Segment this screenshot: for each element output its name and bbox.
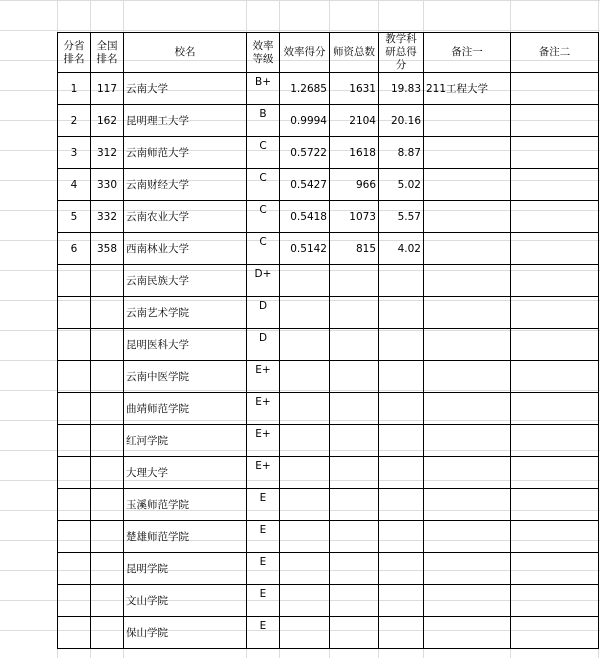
cell-note1[interactable]	[424, 425, 511, 457]
cell-school[interactable]: 文山学院	[124, 585, 247, 617]
header-note2[interactable]: 备注二	[511, 33, 599, 73]
table-row	[58, 297, 599, 329]
cell-faculty[interactable]: 2104	[330, 105, 379, 137]
cell-grade[interactable]: D	[247, 329, 280, 361]
cell-note2[interactable]	[511, 553, 599, 585]
cell-faculty[interactable]	[330, 521, 379, 553]
cell-nat-rank[interactable]: 332	[91, 201, 124, 233]
cell-school[interactable]: 大理大学	[124, 457, 247, 489]
cell-note2[interactable]	[511, 169, 599, 201]
table-row	[58, 105, 599, 137]
cell-nat-rank[interactable]	[91, 521, 124, 553]
gridline	[0, 30, 600, 31]
cell-nat-rank[interactable]	[91, 617, 124, 649]
cell-research[interactable]	[379, 361, 424, 393]
header-prov-rank[interactable]: 分省排名	[58, 33, 91, 73]
cell-faculty[interactable]: 1073	[330, 201, 379, 233]
cell-nat-rank[interactable]	[91, 329, 124, 361]
cell-faculty[interactable]: 815	[330, 233, 379, 265]
cell-faculty[interactable]: 966	[330, 169, 379, 201]
cell-note2[interactable]	[511, 489, 599, 521]
table-row	[58, 617, 599, 649]
cell-eff-score[interactable]	[280, 521, 330, 553]
cell-note1[interactable]	[424, 265, 511, 297]
cell-grade[interactable]: E+	[247, 457, 280, 489]
cell-prov-rank[interactable]: 1	[58, 73, 91, 105]
cell-note2[interactable]	[511, 617, 599, 649]
cell-research[interactable]	[379, 617, 424, 649]
cell-school[interactable]: 曲靖师范学院	[124, 393, 247, 425]
cell-research[interactable]	[379, 297, 424, 329]
cell-school[interactable]: 云南民族大学	[124, 265, 247, 297]
cell-prov-rank[interactable]	[58, 297, 91, 329]
cell-research[interactable]	[379, 521, 424, 553]
cell-nat-rank[interactable]	[91, 425, 124, 457]
cell-note2[interactable]	[511, 329, 599, 361]
cell-note1[interactable]	[424, 617, 511, 649]
cell-note1[interactable]	[424, 585, 511, 617]
cell-research[interactable]	[379, 425, 424, 457]
cell-grade[interactable]: E+	[247, 425, 280, 457]
cell-school[interactable]: 云南农业大学	[124, 201, 247, 233]
cell-eff-score[interactable]: 0.9994	[280, 105, 330, 137]
cell-note1[interactable]	[424, 329, 511, 361]
cell-prov-rank[interactable]	[58, 457, 91, 489]
table-row	[58, 553, 599, 585]
table-row	[58, 425, 599, 457]
cell-grade[interactable]: C	[247, 137, 280, 169]
cell-note2[interactable]	[511, 521, 599, 553]
cell-school[interactable]: 楚雄师范学院	[124, 521, 247, 553]
cell-research[interactable]: 5.02	[379, 169, 424, 201]
table-row	[58, 329, 599, 361]
cell-note2[interactable]	[511, 585, 599, 617]
cell-faculty[interactable]	[330, 329, 379, 361]
cell-prov-rank[interactable]: 3	[58, 137, 91, 169]
cell-note2[interactable]	[511, 425, 599, 457]
cell-research[interactable]	[379, 265, 424, 297]
cell-school[interactable]: 玉溪师范学院	[124, 489, 247, 521]
cell-prov-rank[interactable]: 5	[58, 201, 91, 233]
cell-eff-score[interactable]	[280, 585, 330, 617]
cell-faculty[interactable]	[330, 297, 379, 329]
header-grade[interactable]: 效率等级	[247, 33, 280, 73]
cell-school[interactable]: 云南中医学院	[124, 361, 247, 393]
cell-nat-rank[interactable]	[91, 265, 124, 297]
ranking-table	[57, 32, 599, 649]
cell-faculty[interactable]	[330, 425, 379, 457]
cell-faculty[interactable]	[330, 585, 379, 617]
cell-eff-score[interactable]	[280, 457, 330, 489]
table-row	[58, 233, 599, 265]
cell-note1[interactable]	[424, 297, 511, 329]
cell-note1[interactable]	[424, 553, 511, 585]
cell-grade[interactable]: E	[247, 585, 280, 617]
cell-research[interactable]: 20.16	[379, 105, 424, 137]
cell-note1[interactable]	[424, 457, 511, 489]
cell-note2[interactable]	[511, 201, 599, 233]
cell-research[interactable]	[379, 489, 424, 521]
cell-note1[interactable]	[424, 361, 511, 393]
cell-grade[interactable]: D+	[247, 265, 280, 297]
cell-note1[interactable]	[424, 233, 511, 265]
cell-prov-rank[interactable]: 6	[58, 233, 91, 265]
cell-note2[interactable]	[511, 105, 599, 137]
cell-note1[interactable]	[424, 393, 511, 425]
cell-research[interactable]	[379, 553, 424, 585]
table-row	[58, 489, 599, 521]
cell-faculty[interactable]	[330, 361, 379, 393]
header-faculty[interactable]: 师资总数	[330, 33, 379, 73]
cell-eff-score[interactable]: 0.5418	[280, 201, 330, 233]
cell-note2[interactable]	[511, 361, 599, 393]
cell-research[interactable]	[379, 393, 424, 425]
cell-nat-rank[interactable]: 162	[91, 105, 124, 137]
table-row	[58, 393, 599, 425]
cell-prov-rank[interactable]	[58, 489, 91, 521]
cell-note2[interactable]	[511, 393, 599, 425]
cell-school[interactable]: 昆明医科大学	[124, 329, 247, 361]
cell-note1[interactable]	[424, 169, 511, 201]
cell-eff-score[interactable]: 1.2685	[280, 73, 330, 105]
cell-school[interactable]: 昆明学院	[124, 553, 247, 585]
cell-faculty[interactable]	[330, 393, 379, 425]
cell-nat-rank[interactable]	[91, 393, 124, 425]
cell-grade[interactable]: E	[247, 521, 280, 553]
cell-prov-rank[interactable]	[58, 425, 91, 457]
cell-prov-rank[interactable]: 4	[58, 169, 91, 201]
cell-school[interactable]: 昆明理工大学	[124, 105, 247, 137]
header-school[interactable]: 校名	[124, 33, 247, 73]
table-row	[58, 361, 599, 393]
cell-school[interactable]: 红河学院	[124, 425, 247, 457]
header-nat-rank[interactable]: 全国排名	[91, 33, 124, 73]
table-row	[58, 585, 599, 617]
cell-faculty[interactable]	[330, 617, 379, 649]
table-row	[58, 169, 599, 201]
cell-eff-score[interactable]	[280, 329, 330, 361]
cell-school[interactable]: 云南大学	[124, 73, 247, 105]
header-note1[interactable]: 备注一	[424, 33, 511, 73]
cell-note2[interactable]	[511, 265, 599, 297]
cell-note2[interactable]	[511, 137, 599, 169]
header-row	[58, 33, 599, 73]
cell-faculty[interactable]	[330, 553, 379, 585]
table-row	[58, 137, 599, 169]
cell-note1[interactable]	[424, 521, 511, 553]
cell-faculty[interactable]: 1631	[330, 73, 379, 105]
cell-eff-score[interactable]	[280, 265, 330, 297]
cell-research[interactable]: 19.83	[379, 73, 424, 105]
cell-grade[interactable]: B+	[247, 73, 280, 105]
cell-grade[interactable]: E	[247, 553, 280, 585]
cell-grade[interactable]: E+	[247, 361, 280, 393]
cell-grade[interactable]: C	[247, 201, 280, 233]
cell-faculty[interactable]	[330, 489, 379, 521]
cell-nat-rank[interactable]: 312	[91, 137, 124, 169]
cell-prov-rank[interactable]: 2	[58, 105, 91, 137]
cell-eff-score[interactable]: 0.5722	[280, 137, 330, 169]
cell-school[interactable]: 云南师范大学	[124, 137, 247, 169]
cell-prov-rank[interactable]	[58, 617, 91, 649]
cell-grade[interactable]: C	[247, 233, 280, 265]
cell-nat-rank[interactable]: 358	[91, 233, 124, 265]
cell-prov-rank[interactable]	[58, 329, 91, 361]
cell-note1[interactable]	[424, 105, 511, 137]
gridline	[0, 0, 600, 1]
cell-research[interactable]: 5.57	[379, 201, 424, 233]
cell-eff-score[interactable]	[280, 553, 330, 585]
cell-note1[interactable]	[424, 137, 511, 169]
cell-prov-rank[interactable]	[58, 393, 91, 425]
cell-eff-score[interactable]	[280, 617, 330, 649]
cell-eff-score[interactable]	[280, 489, 330, 521]
cell-grade[interactable]: E+	[247, 393, 280, 425]
cell-research[interactable]	[379, 585, 424, 617]
table-row	[58, 457, 599, 489]
cell-eff-score[interactable]	[280, 361, 330, 393]
cell-note2[interactable]	[511, 73, 599, 105]
cell-research[interactable]: 4.02	[379, 233, 424, 265]
cell-prov-rank[interactable]	[58, 553, 91, 585]
table-row	[58, 265, 599, 297]
cell-school[interactable]: 保山学院	[124, 617, 247, 649]
cell-prov-rank[interactable]	[58, 585, 91, 617]
table-row	[58, 521, 599, 553]
cell-grade[interactable]: B	[247, 105, 280, 137]
cell-prov-rank[interactable]	[58, 521, 91, 553]
cell-school[interactable]: 云南艺术学院	[124, 297, 247, 329]
table-row	[58, 201, 599, 233]
cell-eff-score[interactable]	[280, 297, 330, 329]
cell-school[interactable]: 西南林业大学	[124, 233, 247, 265]
cell-research[interactable]	[379, 457, 424, 489]
cell-note1[interactable]	[424, 201, 511, 233]
cell-nat-rank[interactable]	[91, 457, 124, 489]
table-row	[58, 73, 599, 105]
cell-note2[interactable]	[511, 297, 599, 329]
cell-nat-rank[interactable]	[91, 585, 124, 617]
cell-nat-rank[interactable]	[91, 553, 124, 585]
header-research[interactable]: 教学科研总得分	[379, 33, 424, 73]
cell-note2[interactable]	[511, 457, 599, 489]
cell-note1[interactable]: 211工程大学	[424, 73, 511, 105]
cell-grade[interactable]: E	[247, 489, 280, 521]
cell-eff-score[interactable]: 0.5427	[280, 169, 330, 201]
cell-note2[interactable]	[511, 233, 599, 265]
cell-nat-rank[interactable]	[91, 361, 124, 393]
cell-eff-score[interactable]	[280, 393, 330, 425]
cell-grade[interactable]: D	[247, 297, 280, 329]
cell-faculty[interactable]	[330, 457, 379, 489]
cell-faculty[interactable]: 1618	[330, 137, 379, 169]
header-eff-score[interactable]: 效率得分	[280, 33, 330, 73]
cell-research[interactable]	[379, 329, 424, 361]
cell-school[interactable]: 云南财经大学	[124, 169, 247, 201]
cell-prov-rank[interactable]	[58, 265, 91, 297]
cell-grade[interactable]: E	[247, 617, 280, 649]
cell-note1[interactable]	[424, 489, 511, 521]
cell-nat-rank[interactable]: 117	[91, 73, 124, 105]
cell-nat-rank[interactable]	[91, 297, 124, 329]
cell-nat-rank[interactable]: 330	[91, 169, 124, 201]
cell-research[interactable]: 8.87	[379, 137, 424, 169]
cell-nat-rank[interactable]	[91, 489, 124, 521]
cell-prov-rank[interactable]	[58, 361, 91, 393]
cell-faculty[interactable]	[330, 265, 379, 297]
cell-grade[interactable]: C	[247, 169, 280, 201]
cell-eff-score[interactable]: 0.5142	[280, 233, 330, 265]
cell-eff-score[interactable]	[280, 425, 330, 457]
